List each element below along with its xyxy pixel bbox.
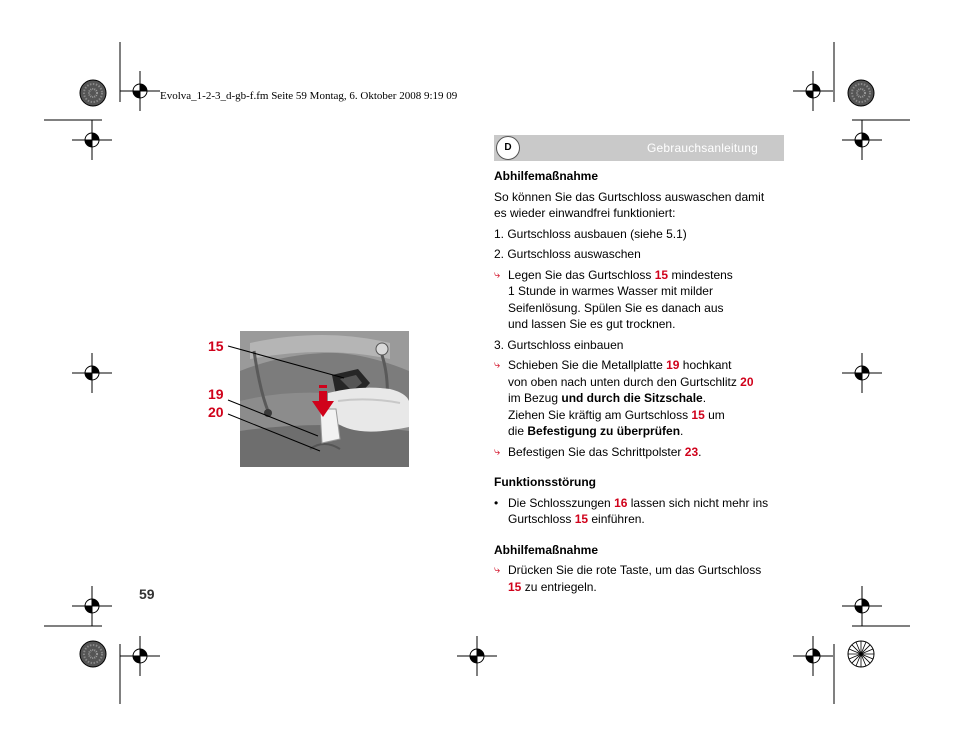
file-info-header: Evolva_1-2-3_d-gb-f.fm Seite 59 Montag, 6. Oktober 2008 9:19 09 <box>160 90 458 102</box>
step-3: 3. Gurtschloss einbauen <box>494 337 624 352</box>
release-instruction: ⤷ Drücken Sie die rote Taste, um das Gurtschloss 15 zu entriegeln. <box>494 563 762 594</box>
heading-malfunction: Funktionsstörung <box>494 475 596 489</box>
heading-remedy-2: Abhilfemaßnahme <box>494 542 599 557</box>
instructions-text <box>494 168 794 595</box>
callout-15: 15 <box>208 338 224 354</box>
bullet-icon: • <box>494 495 499 510</box>
callout-19: 19 <box>208 386 224 402</box>
pad-instruction: ⤷ Befestigen Sie das Schrittpolster 23. <box>494 444 702 459</box>
malfunction-bullet: • Die Schlosszungen 16 lassen sich nicht mehr ins Gurtschloss 15 einführen. <box>494 495 769 526</box>
arrow-icon: ⤷ <box>494 268 501 281</box>
step-2: 2. Gurtschloss auswaschen <box>494 247 641 261</box>
step-1: 1. Gurtschloss ausbauen (siehe 5.1) <box>494 226 687 241</box>
arrow-icon: ⤷ <box>494 445 501 458</box>
heading-remedy-1: Abhilfemaßnahme <box>494 169 599 183</box>
arrow-icon: ⤷ <box>494 564 501 576</box>
intro-line-2: es wieder einwandfrei funktioniert: <box>494 206 676 220</box>
page-number: 59 <box>139 586 155 602</box>
section-banner <box>494 135 784 161</box>
language-badge: D <box>496 136 520 160</box>
intro-line-1: So können Sie das Gurtschloss auswaschen damit <box>494 189 765 204</box>
arrow-icon: ⤷ <box>494 359 501 371</box>
buckle-photo <box>240 331 409 467</box>
install-instruction: ⤷ Schieben Sie die Metallplatte 19 hochkant von oben nach unten durch den Gurtschlitz 20 im Bezug und durch die Sitzschale. Ziehen Sie kräftig am Gurtschloss 15 um die Befestigung zu überprüfen. <box>494 358 754 438</box>
wash-instruction: ⤷ Legen Sie das Gurtschloss 15 mindestens 1 Stunde in warmes Wasser mit milder Seifenlösung. Spülen Sie es danach aus und lassen Sie es gut trocknen. <box>494 267 733 331</box>
callout-20: 20 <box>208 404 224 420</box>
banner-title: Gebrauchsanleitung <box>646 141 758 155</box>
